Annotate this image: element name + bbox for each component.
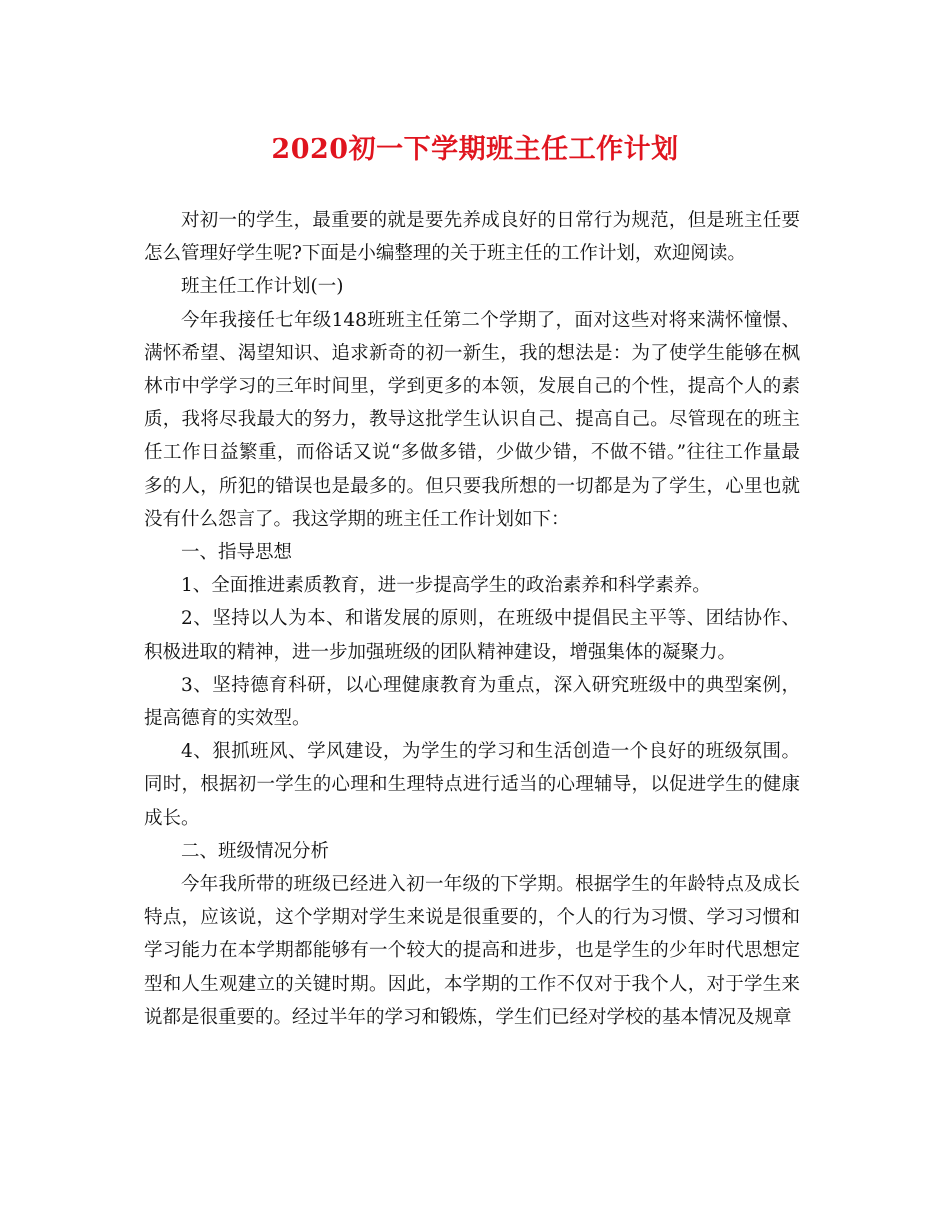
paragraph-item-2: 2、坚持以人为本、和谐发展的原则，在班级中提倡民主平等、团结协作、积极进取的精神，进一步加强班级的团队精神建设，增强集体的凝聚力。 [144, 608, 800, 663]
paragraph-item-1: 1、全面推进素质教育，进一步提高学生的政治素养和科学素养。 [181, 575, 711, 597]
paragraph-item-3: 3、坚持德育科研，以心理健康教育为重点，深入研究班级中的典型案例，提高德育的实效型。 [144, 674, 800, 730]
paragraph-item-4: 4、狠抓班风、学风建设，为学生的学习和生活创造一个良好的班级氛围。同时，根据初一学生的心理和生理特点进行适当的心理辅导，以促进学生的健康成长。 [144, 741, 800, 829]
paragraph-heading-guiding-thought: 一、指导思想 [181, 542, 293, 564]
paragraph-section-heading: 班主任工作计划(一) [181, 276, 344, 298]
paragraph-heading-class-analysis: 二、班级情况分析 [181, 840, 330, 862]
paragraph-class-analysis: 今年我所带的班级已经进入初一年级的下学期。根据学生的年龄特点及成长特点，应该说，这个学期对学生来说是很重要的，个人的行为习惯、学习习惯和学习能力在本学期都能够有一个较大的提高和进步，也是学生的少年时代思想定型和人生观建立的关键时期。因此，本学期的工作不仅对于我个人，对于学生来说都是很重要的。经过半年的学习和锻炼，学生们已经对学校的基本情况及规章 [144, 874, 800, 1028]
document-body [144, 204, 800, 1034]
document-title: 2020初一下学期班主任工作计划 [271, 134, 679, 165]
paragraph-overview: 今年我接任七年级148班班主任第二个学期了，面对这些对将来满怀憧憬、满怀希望、渴望知识、追求新奇的初一新生，我的想法是：为了使学生能够在枫林市中学学习的三年时间里，学到更多的本领，发展自己的个性，提高个人的素质，我将尽我最大的努力，教导这批学生认识自己、提高自己。尽管现在的班主任工作日益繁重，而俗话又说“多做多错，少做少错，不做不错。”往往工作量最多的人，所犯的错误也是最多的。但只要我所想的一切都是为了学生，心里也就没有什么怨言了。我这学期的班主任工作计划如下： [144, 309, 800, 530]
paragraph-intro: 对初一的学生，最重要的就是要先养成良好的日常行为规范，但是班主任要怎么管理好学生呢?下面是小编整理的关于班主任的工作计划，欢迎阅读。 [144, 210, 800, 265]
